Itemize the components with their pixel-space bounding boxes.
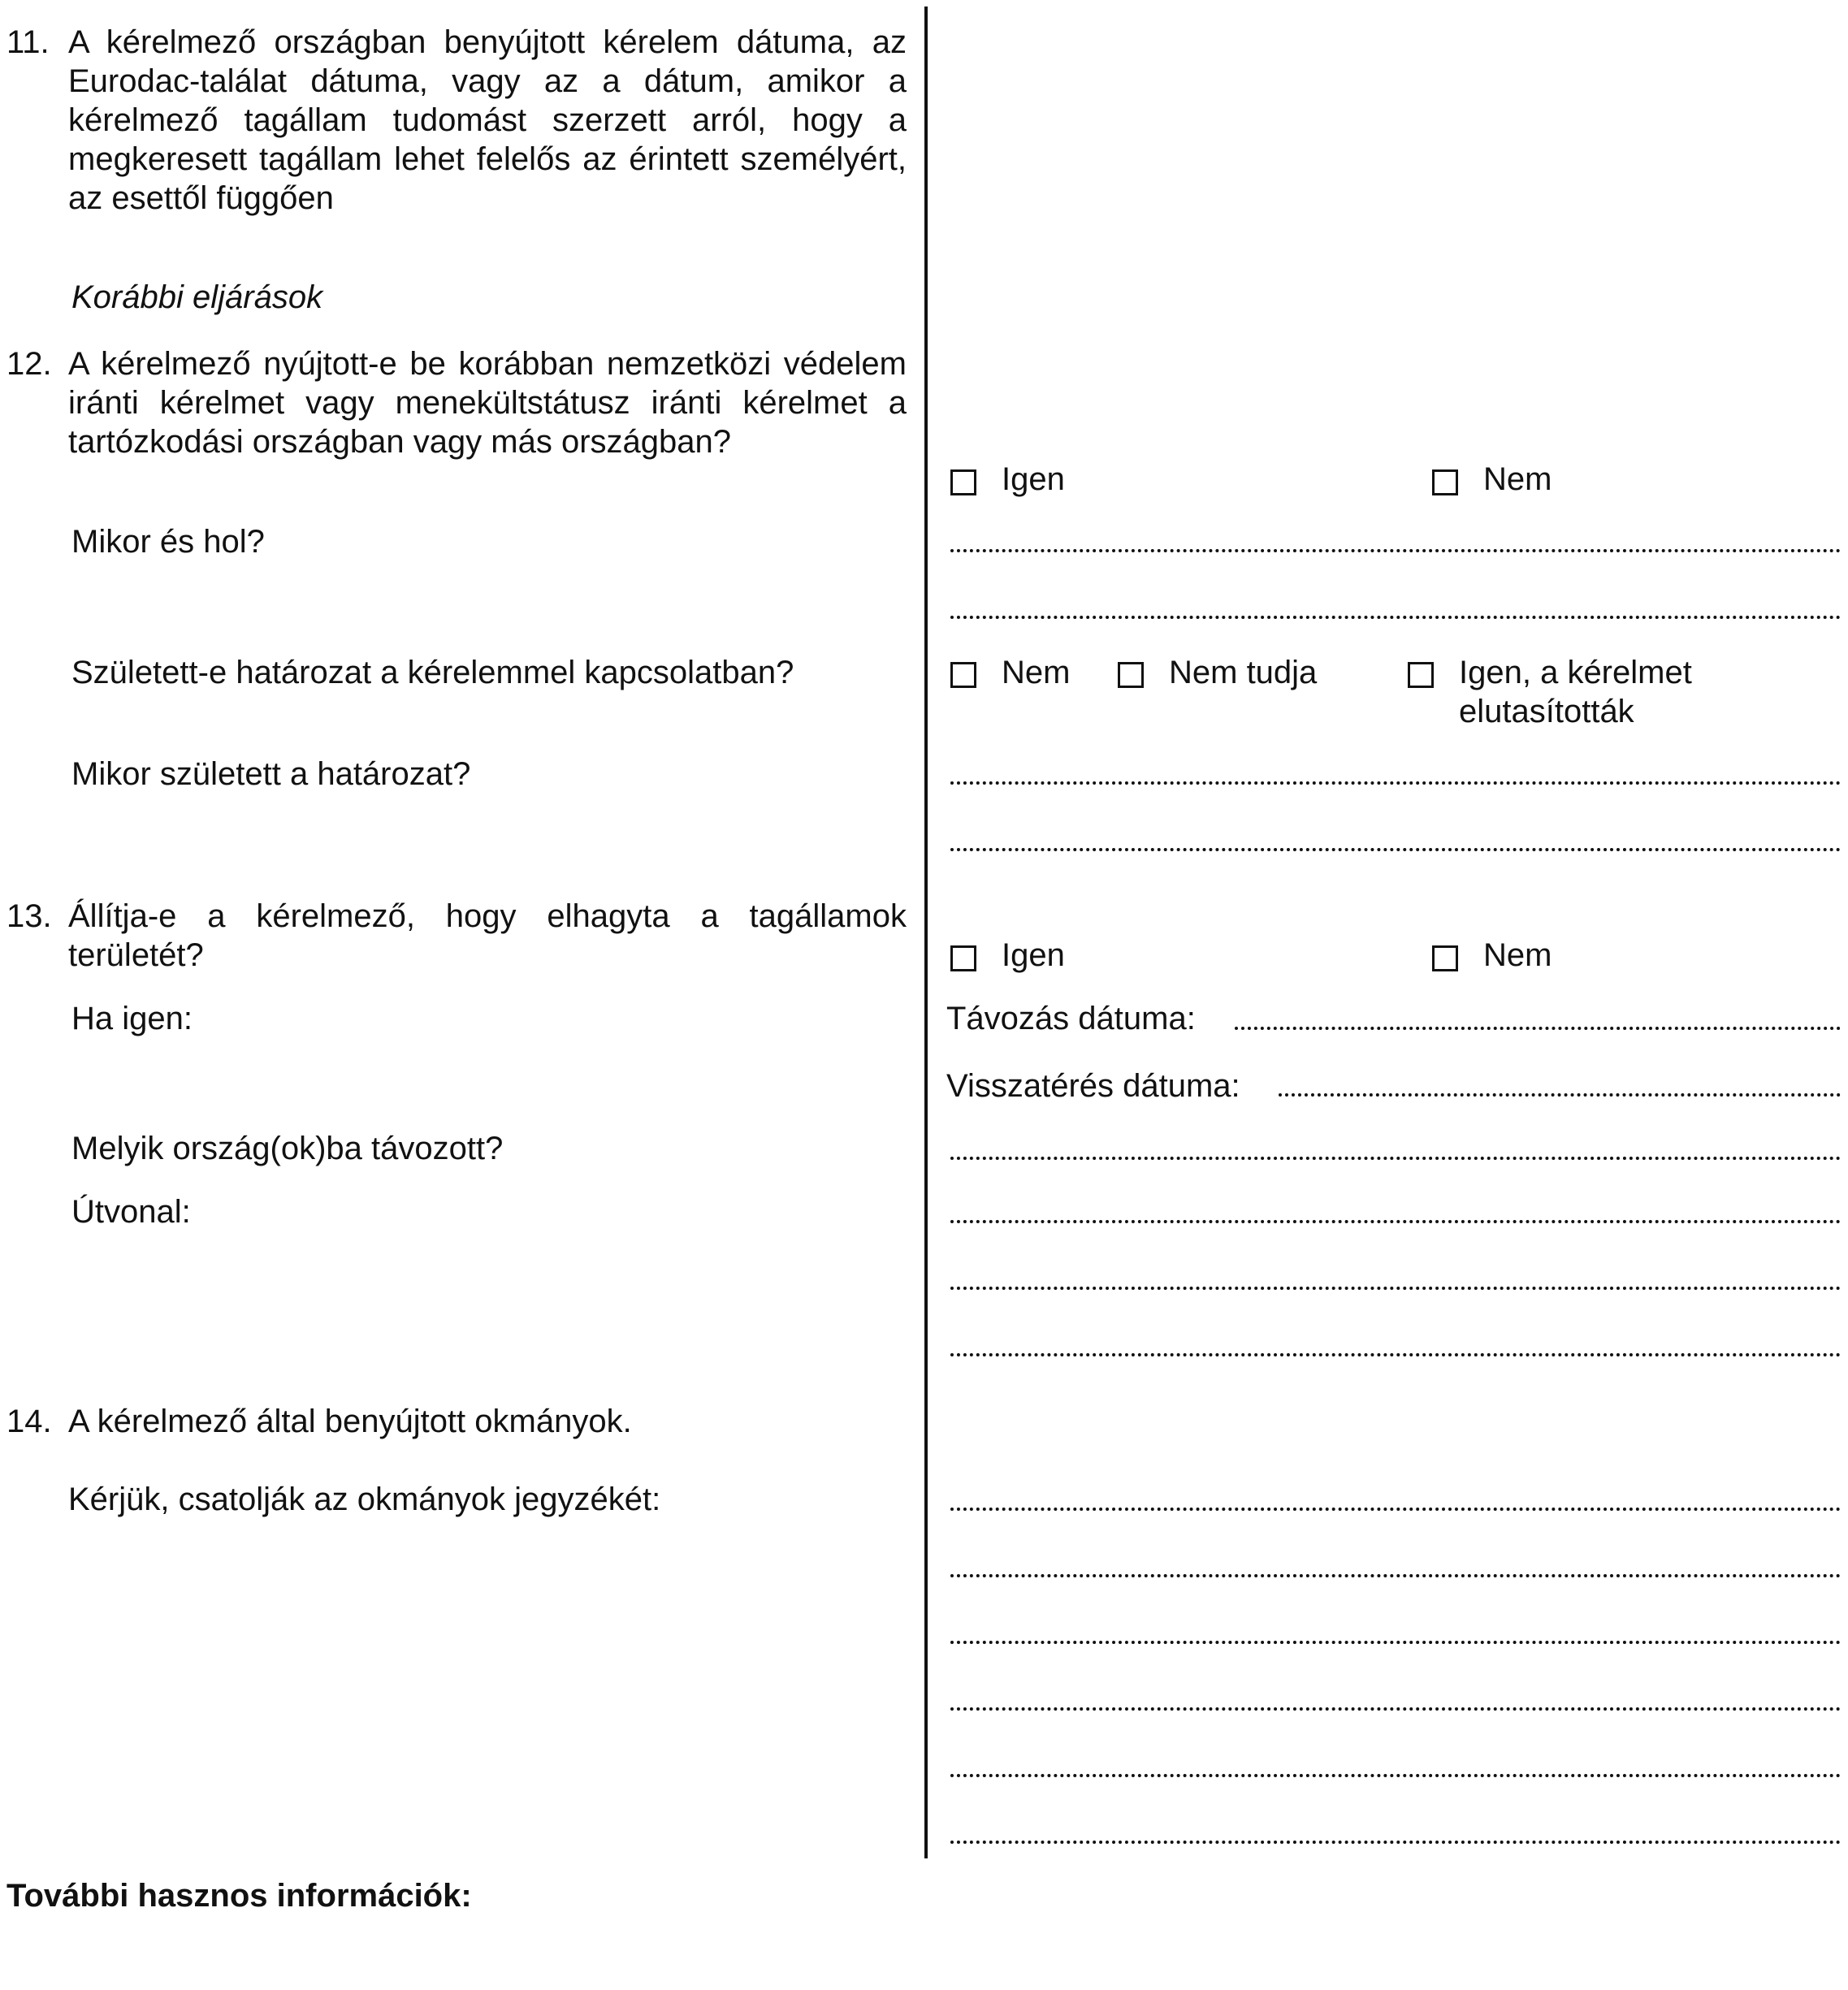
q12-decision-when-line-2[interactable] [950, 848, 1841, 851]
q14-documents-line-6[interactable] [950, 1841, 1841, 1844]
q13-departure-line[interactable] [1235, 1027, 1841, 1030]
q13-return-line[interactable] [1279, 1093, 1841, 1097]
q13-route-label: Útvonal: [71, 1194, 191, 1230]
q12-decision-no-checkbox[interactable] [950, 662, 976, 688]
q13-yes-label: Igen [1002, 937, 1065, 973]
q12-decision-question: Született-e határozat a kérelemmel kapcsolatban? [71, 655, 794, 690]
q13-no-checkbox[interactable] [1432, 945, 1458, 971]
q14-documents-line-2[interactable] [950, 1574, 1841, 1577]
q13-text: Állítja-e a kérelmező, hogy elhagyta a tagállamok területét? [68, 898, 907, 973]
q13-yes-checkbox[interactable] [950, 945, 976, 971]
q12-when-where-label: Mikor és hol? [71, 524, 265, 560]
q13-countries-line[interactable] [950, 1157, 1841, 1160]
further-information-heading: További hasznos információk: [6, 1878, 472, 1914]
q14-documents-line-1[interactable] [950, 1508, 1841, 1511]
q12-yes-label: Igen [1002, 461, 1065, 497]
q13-which-countries-label: Melyik ország(ok)ba távozott? [71, 1131, 504, 1166]
q14-text: A kérelmező által benyújtott okmányok. [68, 1404, 632, 1439]
q13-departure-label: Távozás dátuma: [946, 1001, 1196, 1036]
q13-no-label: Nem [1483, 937, 1552, 973]
q12-when-where-line-2[interactable] [950, 616, 1841, 619]
q13-number: 13. [6, 898, 52, 934]
q13-if-yes-label: Ha igen: [71, 1001, 193, 1036]
q14-number: 14. [6, 1404, 52, 1439]
q14-documents-line-5[interactable] [950, 1774, 1841, 1777]
q12-text: A kérelmező nyújtott-e be korábban nemzetközi védelem iránti kérelmet vagy menekültstátusz iránti kérelmet a tartózkodási országban vagy más országban? [68, 346, 907, 460]
q12-decision-unknown-label: Nem tudja [1169, 655, 1318, 690]
section-heading-previous-procedures: Korábbi eljárások [71, 279, 323, 315]
q12-number: 12. [6, 346, 52, 382]
q12-no-checkbox[interactable] [1432, 469, 1458, 495]
q12-no-label: Nem [1483, 461, 1552, 497]
q11-text: A kérelmező országban benyújtott kérelem dátuma, az Eurodac-találat dátuma, vagy az a dátum, amikor a kérelmező tagállam tudomást szerzett arról, hogy a megkeresett tagállam lehet felelős az érintett személyért, az esettől függően [68, 24, 907, 216]
column-divider [924, 6, 928, 1858]
q12-yes-checkbox[interactable] [950, 469, 976, 495]
q14-attach-label: Kérjük, csatolják az okmányok jegyzékét: [68, 1482, 661, 1517]
q12-when-where-line-1[interactable] [950, 549, 1841, 552]
q13-route-line-1[interactable] [950, 1220, 1841, 1223]
q14-documents-line-3[interactable] [950, 1641, 1841, 1644]
q11-number: 11. [6, 24, 50, 60]
q14-documents-line-4[interactable] [950, 1707, 1841, 1711]
q12-decision-rejected-label: Igen, a kérelmet elutasították [1459, 655, 1692, 729]
q12-decision-no-label: Nem [1002, 655, 1071, 690]
q13-route-line-3[interactable] [950, 1353, 1841, 1356]
q12-decision-when-line-1[interactable] [950, 781, 1841, 785]
q12-decision-when-label: Mikor született a határozat? [71, 756, 471, 792]
q13-return-label: Visszatérés dátuma: [946, 1068, 1240, 1104]
q13-route-line-2[interactable] [950, 1287, 1841, 1290]
q12-decision-unknown-checkbox[interactable] [1118, 662, 1144, 688]
q12-decision-rejected-checkbox[interactable] [1408, 662, 1434, 688]
